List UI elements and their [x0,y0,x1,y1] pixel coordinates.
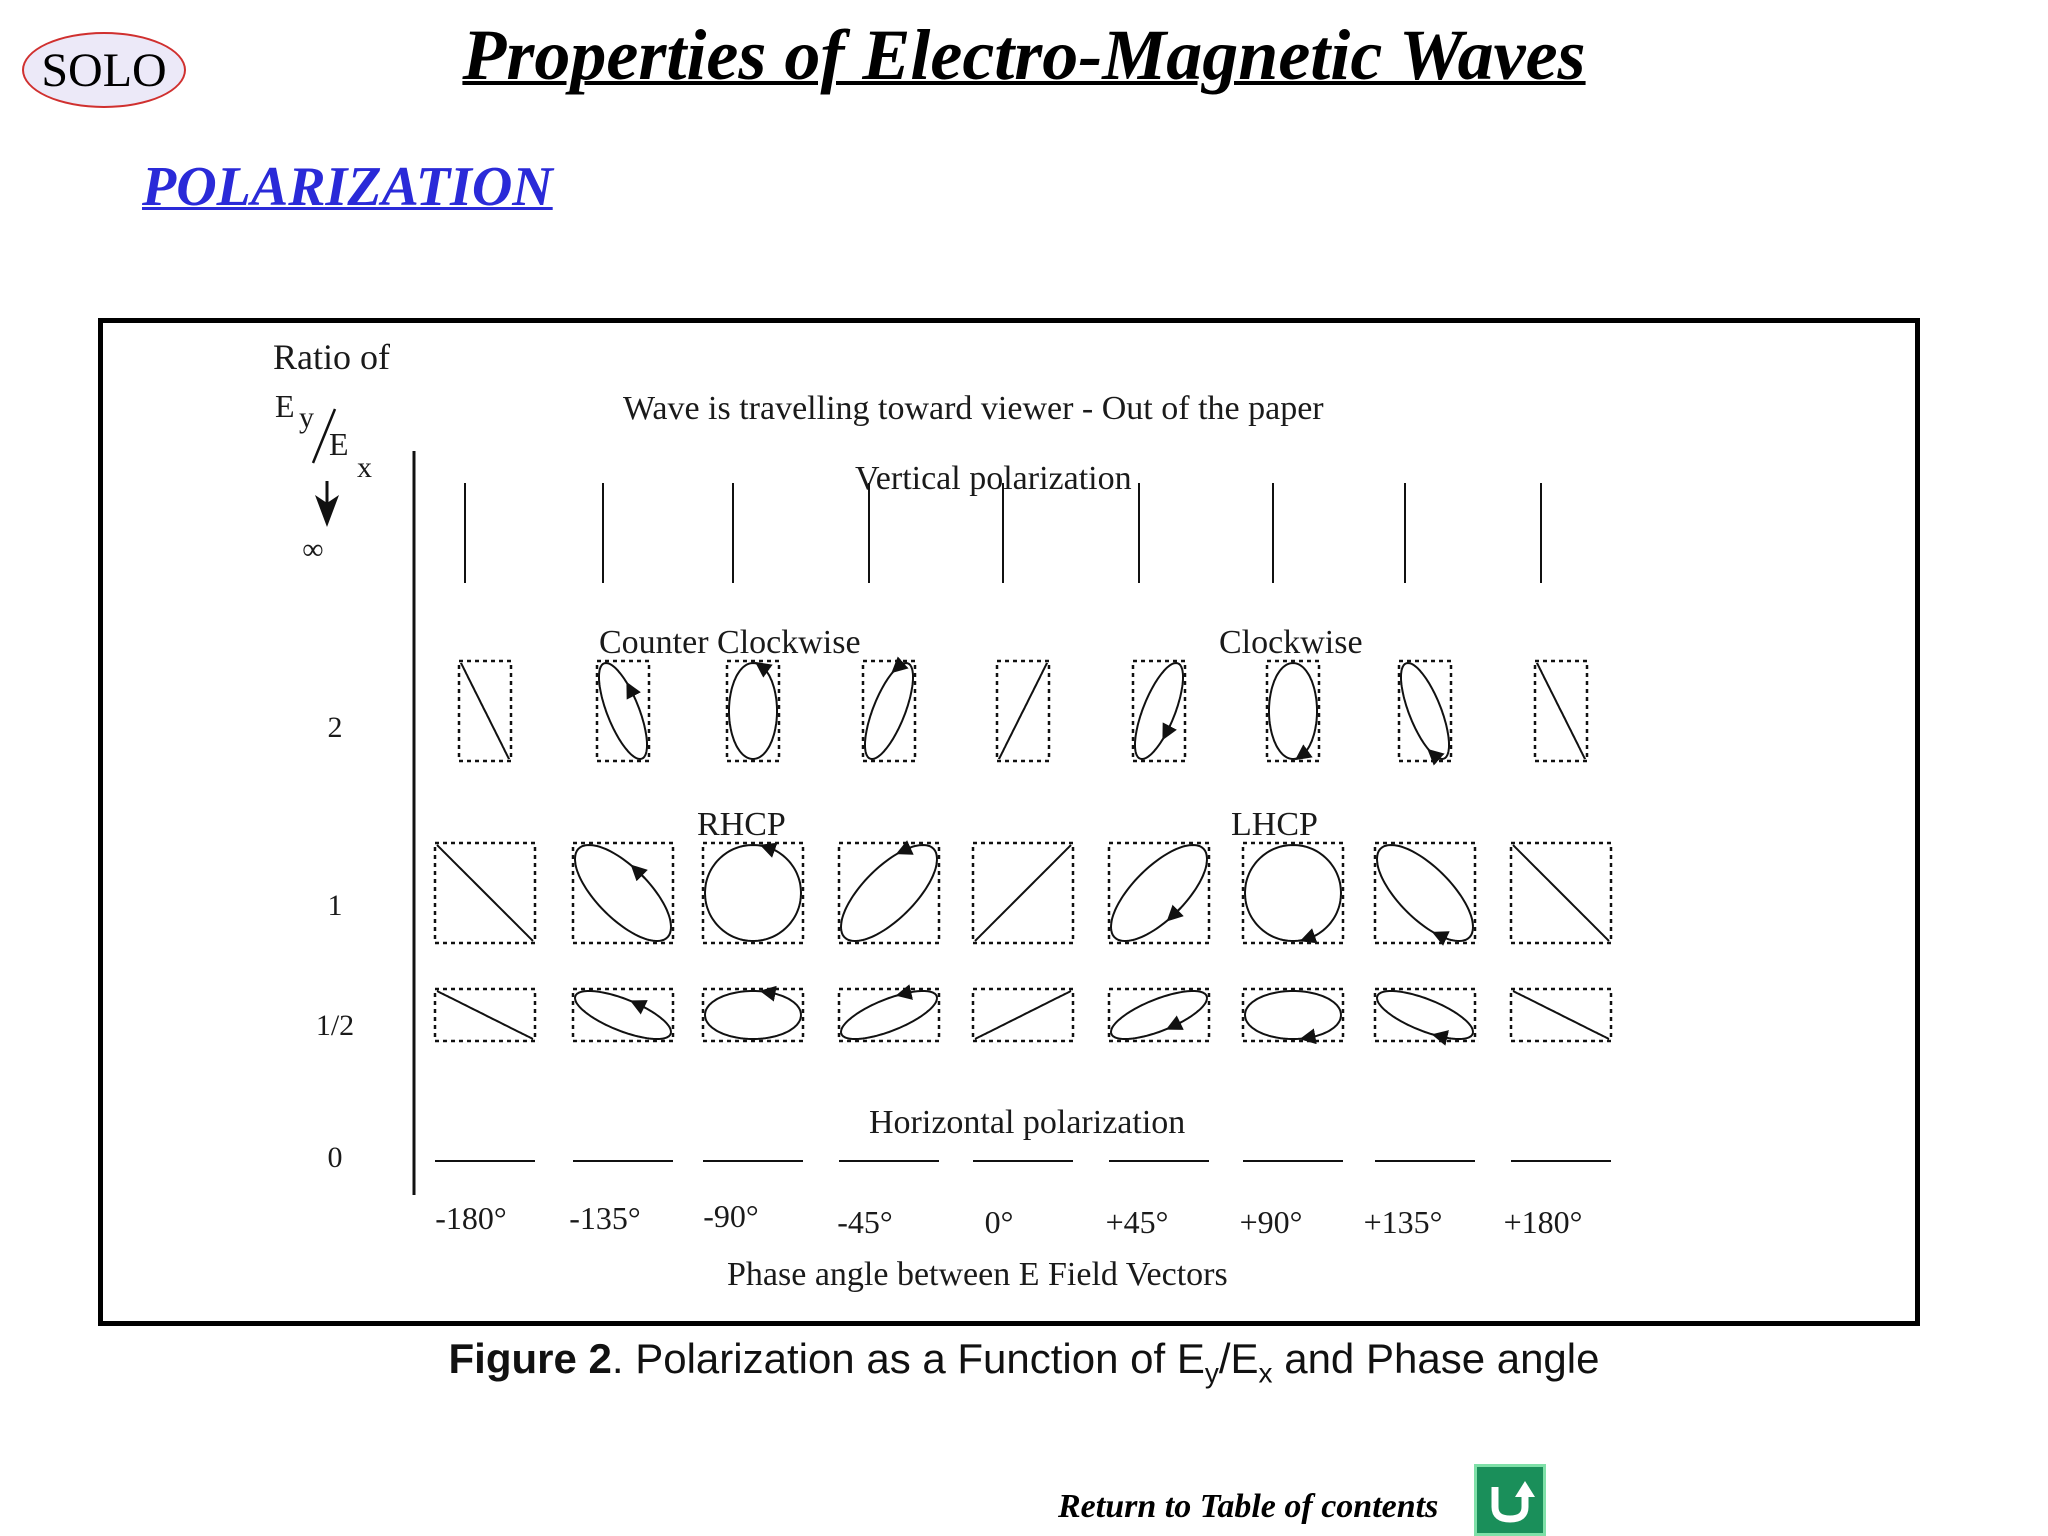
solo-logo-text: SOLO [41,43,167,97]
section-link-polarization[interactable]: POLARIZATION [142,156,553,218]
polarization-shapes [435,483,1611,1161]
rotation-arrow-icon [900,992,911,995]
return-arrow-icon [1483,1473,1537,1527]
bounding-box [1243,843,1343,943]
polarization-ellipse [1377,845,1473,941]
polarization-ellipse [729,663,777,759]
cw-label: Clockwise [1219,624,1363,661]
y-axis-symbol-num: E [275,388,295,424]
polarization-ellipse [437,991,533,1039]
polarization-ellipse [1377,991,1473,1039]
figure-ref: Figure 2 [448,1335,612,1382]
phase-label: -135° [569,1200,641,1236]
lhcp-label: LHCP [1231,806,1318,843]
bounding-box [703,843,803,943]
phase-label: +135° [1363,1204,1443,1240]
rotation-arrow-icon [1436,934,1447,939]
row-label-0: 0 [327,1141,343,1174]
y-axis-sub-den: x [357,451,372,484]
polarization-ellipse [1111,991,1207,1039]
rotation-arrow-icon [1304,1036,1315,1038]
polarization-ellipse [575,991,671,1039]
rotation-arrow-icon [1170,1022,1181,1027]
polarization-ellipse [705,991,801,1039]
phase-label: +90° [1239,1204,1303,1240]
caption-sub-x: x [1258,1357,1273,1389]
polarization-ellipse [1537,663,1585,759]
rotation-arrow-icon [764,992,775,994]
polarization-ellipse [841,845,937,941]
polarization-ellipse [975,845,1071,941]
rotation-arrow-icon [634,867,645,878]
polarization-ellipse [575,845,671,941]
polarization-ellipse [1111,845,1207,941]
return-button[interactable] [1474,1464,1546,1536]
rotation-arrow-icon [894,665,900,670]
row-label-1: 1 [327,889,343,922]
caption-sub-y: y [1204,1357,1219,1389]
polarization-ellipse [1245,991,1341,1039]
polarization-ellipse [999,663,1047,759]
row-label-infinity: ∞ [302,533,324,566]
bounding-box [1243,989,1343,1041]
polarization-ellipse [1513,991,1609,1039]
rotation-arrow-icon [1436,1035,1447,1038]
y-axis-sub-num: y [299,401,314,434]
rotation-arrow-icon [1170,908,1181,919]
polarization-ellipse [705,845,801,941]
bounding-box [703,989,803,1041]
polarization-ellipse [1401,663,1449,759]
polarization-ellipse [1513,845,1609,941]
caption-text-after: and Phase angle [1272,1335,1600,1382]
x-axis-label: Phase angle between E Field Vectors [727,1256,1228,1293]
polarization-ellipse [1269,663,1317,759]
phase-label: -45° [837,1204,893,1240]
rotation-arrow-icon [1164,726,1170,737]
polarization-ellipse [461,663,509,759]
phase-label: -180° [435,1200,507,1236]
rhcp-label: RHCP [697,806,786,843]
polarization-ellipse [1245,845,1341,941]
polarization-ellipse [599,663,647,759]
polarization-figure [98,318,1920,1326]
horizontal-polarization-label: Horizontal polarization [869,1104,1186,1141]
y-axis-label-ratio: Ratio of [273,337,390,377]
phase-label: +45° [1105,1204,1169,1240]
y-axis-symbol-den: E [329,426,349,462]
row-label-2: 2 [327,711,343,744]
bounding-box [1267,661,1319,761]
row-label-half: 1/2 [315,1009,355,1042]
rotation-arrow-icon [1430,752,1436,757]
polarization-ellipse [437,845,533,941]
vertical-polarization-label: Vertical polarization [855,460,1132,497]
caption-slash: /E [1218,1335,1259,1382]
polarization-ellipse [841,991,937,1039]
return-to-toc-link[interactable]: Return to Table of contents [1058,1488,1439,1525]
polarization-diagram [103,323,1915,1321]
phase-label: +180° [1503,1204,1583,1240]
caption-text-before: . Polarization as a Function of E [611,1335,1205,1382]
polarization-ellipse [975,991,1071,1039]
phase-label: -90° [703,1198,759,1234]
header-note: Wave is travelling toward viewer - Out of the paper [623,390,1324,427]
polarization-ellipse [1135,663,1183,759]
polarization-ellipse [865,663,913,759]
phase-label: 0° [984,1204,1014,1240]
rotation-arrow-icon [634,1002,645,1007]
ccw-label: Counter Clockwise [599,624,861,661]
rotation-arrow-icon [628,685,634,696]
figure-caption [0,1335,2048,1389]
bounding-box [727,661,779,761]
rotation-arrow-icon [900,847,911,852]
page-title: Properties of Electro-Magnetic Waves [462,15,1586,95]
